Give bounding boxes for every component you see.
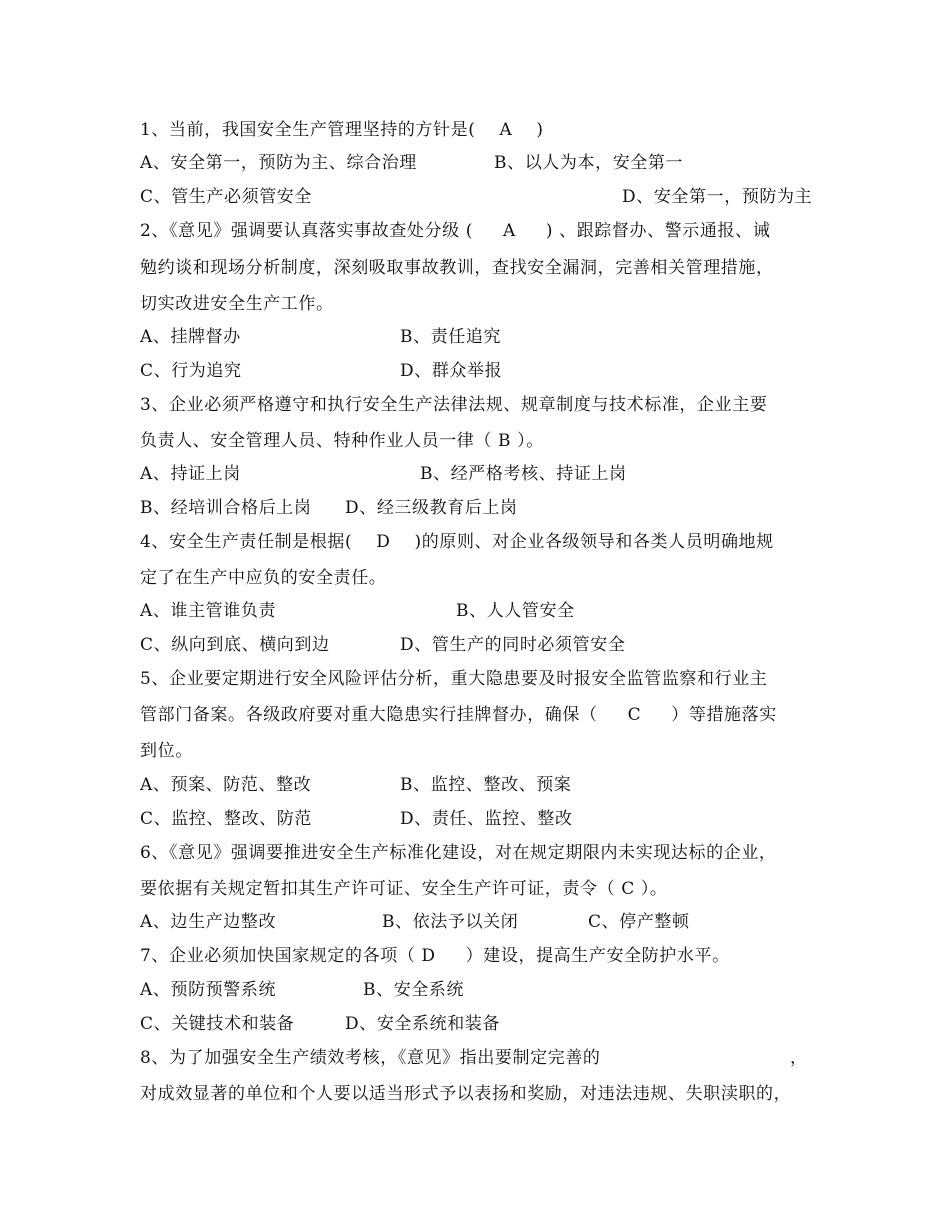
question-4-option-b: B、人人管安全 xyxy=(456,601,575,621)
question-6-option-b: B、依法予以关闭 xyxy=(382,912,519,932)
question-6-option-a: A、边生产边整改 xyxy=(140,912,277,932)
question-4-line-2: 定了在生产中应负的安全责任。 xyxy=(140,568,387,588)
question-6-line-1: 6、《意见》强调要推进安全生产标准化建设，对在规定期限内未实现达标的企业， xyxy=(140,843,777,863)
question-6-line-2: 要依据有关规定暂扣其生产许可证、安全生产许可证，责令（ C ）。 xyxy=(140,879,668,899)
question-5-option-b: B、监控、整改、预案 xyxy=(400,775,572,795)
question-5-option-d: D、责任、监控、整改 xyxy=(400,809,573,829)
question-1-option-b: B、以人为本，安全第一 xyxy=(494,153,684,173)
question-3-line-1: 3、企业必须严格遵守和执行安全生产法律法规、规章制度与技术标准，企业主要 xyxy=(140,395,768,415)
question-7-line-1: 7、企业必须加快国家规定的各项（ D ）建设，提高生产安全防护水平。 xyxy=(140,946,730,966)
question-3-option-d: D、经三级教育后上岗 xyxy=(345,498,518,518)
question-4-option-a: A、谁主管谁负责 xyxy=(140,601,277,621)
question-7-option-c: C、关键技术和装备 xyxy=(140,1014,295,1034)
question-5-option-a: A、预案、防范、整改 xyxy=(140,775,312,795)
question-1-line-1: 1、当前，我国安全生产管理坚持的方针是( A ) xyxy=(140,120,544,140)
question-6-option-c: C、停产整顿 xyxy=(588,912,690,932)
question-2-line-3: 切实改进安全生产工作。 xyxy=(140,294,334,314)
question-3-option-b: B、经严格考核、持证上岗 xyxy=(420,464,627,484)
question-4-option-c: C、纵向到底、横向到边 xyxy=(140,635,330,655)
question-2-option-a: A、挂牌督办 xyxy=(140,327,241,347)
question-3-option-c: B、经培训合格后上岗 xyxy=(140,498,312,518)
question-7-option-b: B、安全系统 xyxy=(363,980,465,1000)
question-7-option-d: D、安全系统和装备 xyxy=(345,1014,501,1034)
question-2-option-b: B、责任追究 xyxy=(400,327,502,347)
question-3-line-2: 负责人、安全管理人员、特种作业人员一律（ B ）。 xyxy=(140,431,544,451)
question-1-option-d: D、安全第一，预防为主 xyxy=(622,187,813,207)
question-1-option-a: A、安全第一，预防为主、综合治理 xyxy=(140,153,417,173)
question-5-option-c: C、监控、整改、防范 xyxy=(140,809,313,829)
question-8-line-1: 8、为了加强安全生产绩效考核，《意见》指出要制定完善的 xyxy=(140,1048,601,1068)
question-2-option-d: D、群众举报 xyxy=(400,361,503,381)
question-4-line-1: 4、安全生产责任制是根据( D )的原则、对企业各级领导和各类人员明确地规 xyxy=(140,532,774,552)
question-2-line-2: 勉约谈和现场分析制度，深刻吸取事故教训，查找安全漏洞，完善相关管理措施， xyxy=(140,258,774,278)
question-4-option-d: D、管生产的同时必须管安全 xyxy=(400,635,626,655)
question-2-line-1: 2、《意见》强调要认真落实事故查处分级 ( A ) 、跟踪督办、警示通报、诫 xyxy=(140,221,771,241)
question-1-option-c: C、管生产必须管安全 xyxy=(140,187,313,207)
question-7-option-a: A、预防预警系统 xyxy=(140,980,277,1000)
question-5-line-3: 到位。 xyxy=(140,741,193,761)
question-5-line-1: 5、企业要定期进行安全风险评估分析，重大隐患要及时报安全监管监察和行业主 xyxy=(140,669,768,689)
question-5-line-2: 管部门备案。各级政府要对重大隐患实行挂牌督办，确保（ C ）等措施落实 xyxy=(140,705,777,725)
question-8-line-2: 对成效显著的单位和个人要以适当形式予以表扬和奖励，对违法违规、失职渎职的， xyxy=(140,1084,792,1104)
question-3-option-a: A、持证上岗 xyxy=(140,464,241,484)
question-8-blank-comma: ， xyxy=(790,1048,808,1068)
question-2-option-c: C、行为追究 xyxy=(140,361,242,381)
